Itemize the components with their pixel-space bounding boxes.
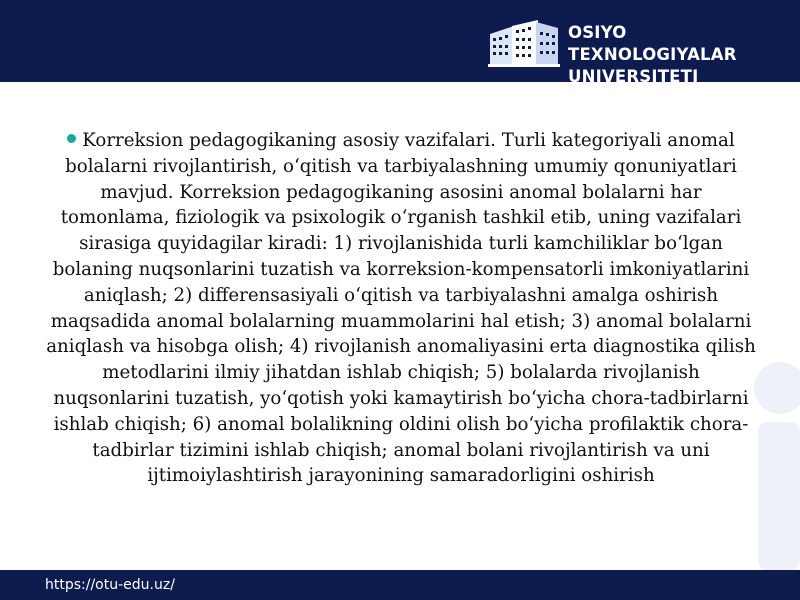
- logo-line-1: OSIYO TEXNOLOGIYALAR: [568, 23, 737, 64]
- bullet-dot-icon: [67, 134, 76, 143]
- slide-text: Korreksion pedagogikaning asosiy vazifalari. Turli kategoriyali anomal bolalarni rivojlantirish, o‘qitish va tarbiyalashning umumiy qonuniyatlari mavjud. Korreksion pedagogikaning asosini anomal bolalarni har tomonlama, fiziologik va psixologik o‘rganish tashkil etib, uning vazifalari sirasiga quyidagilar kiradi: 1) rivojlanishida turli kamchiliklar bo‘lgan bolaning nuqsonlarini tuzatish va korreksion-kompensatorli imkoniyatlarini aniqlash; 2) differensasiyali o‘qitish va tarbiyalashni amalga oshirish maqsadida anomal bolalarning muammolarini hal etish; 3) anomal bolalarni aniqlash va hisobga olish; 4) rivojlanish anomaliyasini erta diagnostika qilish metodlarini ilmiy jihatdan ishlab chiqish; 5) bolalarda rivojlanish nuqsonlarini tuzatish, yo‘qotish yoki kamaytirish bo‘yicha chora-tadbirlarni ishlab chiqish; 6) anomal bolalikning oldini olish bo‘yicha profilaktik chora-tadbirlar tizimini ishlab chiqish; anomal bolani rivojlantirish va uni ijtimoiylashtirish jarayonining samaradorligini oshirish: [46, 130, 756, 487]
- slide-body: [46, 128, 756, 489]
- website-url[interactable]: https://otu-edu.uz/: [45, 577, 175, 593]
- footer-bar: [0, 570, 800, 600]
- building-icon: [488, 18, 560, 68]
- header-bar: [0, 0, 800, 86]
- logo-line-2: UNIVERSITETI: [568, 67, 699, 86]
- university-logo-text: [568, 22, 800, 88]
